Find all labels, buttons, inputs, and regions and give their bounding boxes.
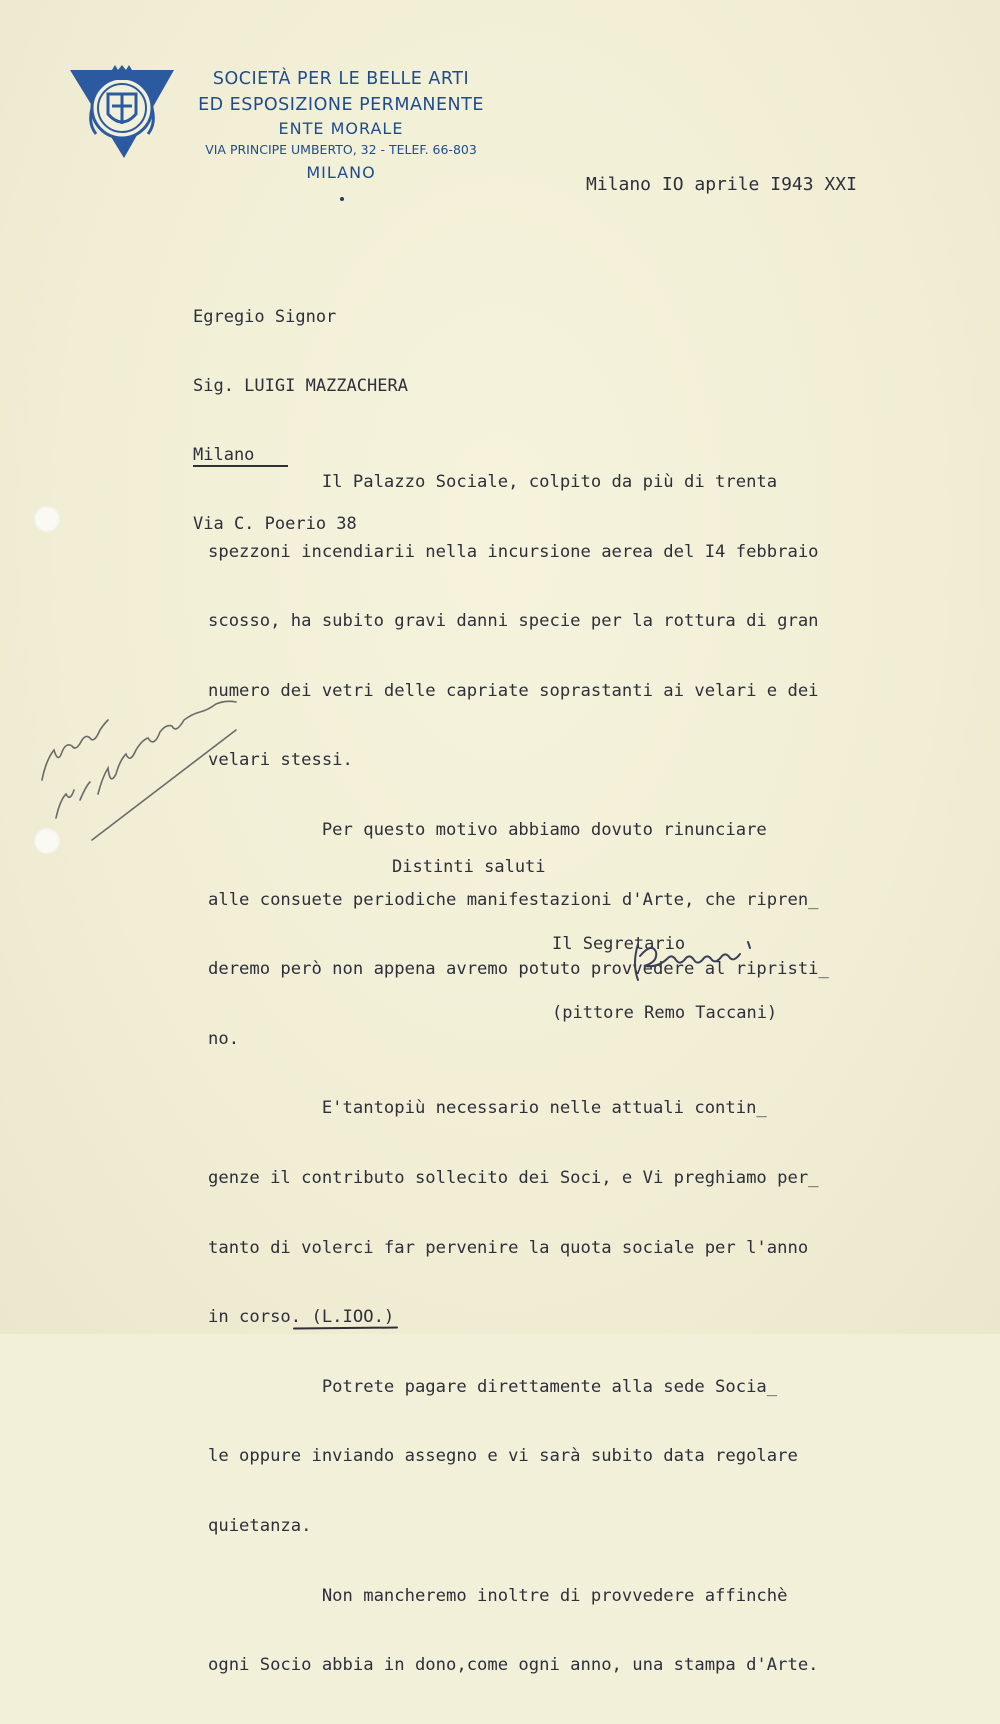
body-line: Per questo motivo abbiamo dovuto rinunciare bbox=[208, 819, 767, 840]
signatory-name: (pittore Remo Taccani) bbox=[552, 1003, 778, 1023]
society-status: ENTE MORALE bbox=[278, 119, 404, 138]
body-line: no. bbox=[208, 1028, 240, 1049]
body-line: alle consuete periodiche manifestazioni d'Arte, che ripren_ bbox=[208, 889, 819, 910]
body-line: quietanza. bbox=[208, 1515, 312, 1536]
body-line: in corso. bbox=[208, 1307, 312, 1328]
letter-body bbox=[208, 425, 829, 1724]
body-line: ogni Socio abbia in dono,come ogni anno, una stampa d'Arte. bbox=[208, 1655, 819, 1676]
body-line: spezzoni incendiarii nella incursione aerea del I4 febbraio bbox=[208, 541, 819, 562]
pencil-annotation bbox=[36, 690, 256, 850]
society-crest-icon bbox=[68, 64, 176, 160]
body-line: Potrete pagare direttamente alla sede Socia_ bbox=[208, 1376, 778, 1397]
handwritten-signature bbox=[628, 936, 778, 986]
body-line: genze il contributo sollecito dei Soci, e Vi preghiamo per_ bbox=[208, 1167, 819, 1188]
body-line: E'tantopiù necessario nelle attuali contin_ bbox=[208, 1098, 767, 1119]
letterhead-dot bbox=[340, 197, 344, 201]
body-line: tanto di volerci far pervenire la quota sociale per l'anno bbox=[208, 1237, 809, 1258]
closing-greeting: Distinti saluti bbox=[392, 857, 546, 877]
recipient-city: Milano bbox=[193, 445, 288, 467]
body-line: numero dei vetri delle capriate soprastanti ai velari e dei bbox=[208, 680, 819, 701]
society-subtitle: ED ESPOSIZIONE PERMANENTE bbox=[198, 95, 484, 115]
body-line: deremo però non appena avremo potuto provvedere al ripristi_ bbox=[208, 959, 829, 980]
body-line: le oppure inviando assegno e vi sarà subito data regolare bbox=[208, 1446, 798, 1467]
fee-amount: (L.IOO.) bbox=[311, 1307, 395, 1328]
letterhead bbox=[196, 66, 486, 186]
recipient-salutation: Egregio Signor bbox=[193, 307, 337, 327]
recipient-street: Via C. Poerio 38 bbox=[193, 514, 357, 534]
society-city: MILANO bbox=[306, 163, 376, 182]
body-line: velari stessi. bbox=[208, 750, 353, 771]
body-line: scosso, ha subito gravi danni specie per la rottura di gran bbox=[208, 611, 819, 632]
letter-date: Milano IO aprile I943 XXI bbox=[586, 174, 857, 195]
body-line: Non mancheremo inoltre di provvedere affinchè bbox=[208, 1585, 788, 1606]
signatory-title: Il Segretario bbox=[552, 934, 686, 954]
society-address: VIA PRINCIPE UMBERTO, 32 - TELEF. 66-803 bbox=[205, 142, 477, 157]
body-line: Il Palazzo Sociale, colpito da più di trenta bbox=[208, 472, 778, 492]
recipient-name: Sig. LUIGI MAZZACHERA bbox=[193, 376, 408, 396]
society-name: SOCIETÀ PER LE BELLE ARTI bbox=[212, 69, 470, 89]
punch-hole-top bbox=[34, 506, 60, 532]
